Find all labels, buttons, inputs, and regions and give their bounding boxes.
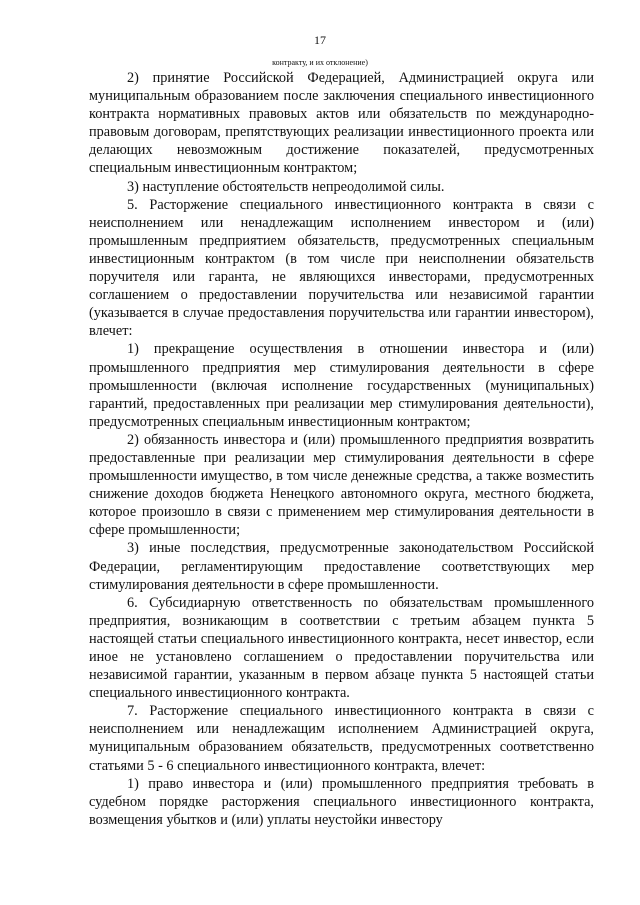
paragraph: 2) принятие Российской Федерацией, Администрацией округа или муниципальным образованием после заключения специального инвестиционного контракта нормативных правовых актов или обязательств по международно-правовым договорам, препятствующих реализации инвестиционного проекта или делающих невозможным достижение показателей, предусмотренных специальным инвестиционным контрактом; xyxy=(89,70,594,177)
paragraph: 3) наступление обстоятельств непреодолимой силы. xyxy=(127,178,445,195)
paragraph: 5. Расторжение специального инвестиционного контракта в связи с неисполнением или ненадлежащим исполнением инвестором и (или) промышленным предприятием обязательств, предусмотренных специальным инвестиционным контрактом (в том числе при неисполнении обязательств поручителя или гаранта, не являющихся инвесторами, предусмотренных соглашением о предоставлении поручительства или независимой гарантии (указывается в случае предоставления поручительства или гарантии инвестором), влечет: xyxy=(89,196,594,340)
paragraph: 1) прекращение осуществления в отношении инвестора и (или) промышленного предприятия мер стимулирования деятельности в сфере промышленности (включая исполнение государственных (муниципальных) гарантий, предоставленных при реализации мер стимулирования деятельности), предусмотренных специальным инвестиционным контрактом; xyxy=(89,341,594,430)
paragraph: 3) иные последствия, предусмотренные законодательством Российской Федерации, регламентирующим предоставление соответствующих мер стимулирования деятельности в сфере промышленности. xyxy=(89,540,594,593)
paragraph: 6. Субсидиарную ответственность по обязательствам промышленного предприятия, возникающим в соответствии с третьим абзацем пункта 5 настоящей статьи специального инвестиционного контракта, несет инвестор, если иное не установлено соглашением о предоставлении поручительства или независимой гарантии, указанным в первом абзаце пункта 5 настоящей статьи специального инвестиционного контракта. xyxy=(89,594,594,702)
paragraph: 7. Расторжение специального инвестиционного контракта в связи с неисполнением или ненадлежащим исполнением Администрацией округа, муниципальным образованием обязательств, предусмотренных соответственно статьями 5 - 6 специального инвестиционного контракта, влечет: xyxy=(89,703,594,774)
body-text xyxy=(89,69,594,829)
paragraph: 1) право инвестора и (или) промышленного предприятия требовать в судебном порядке расторжения специального инвестиционного контракта, возмещения убытков и (или) уплаты неустойки инвестору xyxy=(89,775,594,828)
paragraph: 2) обязанность инвестора и (или) промышленного предприятия возвратить предоставленные при реализации мер стимулирования деятельности в сфере промышленности имущество, в том числе денежные средства, а также возместить снижение доходов бюджета Ненецкого автономного округа, местного бюджета, которое произошло в связи с применением мер стимулирования деятельности в сфере промышленности; xyxy=(89,431,594,539)
page-number: 17 xyxy=(314,33,326,47)
header-fragment: контракту, и их отклонение) xyxy=(272,58,368,67)
